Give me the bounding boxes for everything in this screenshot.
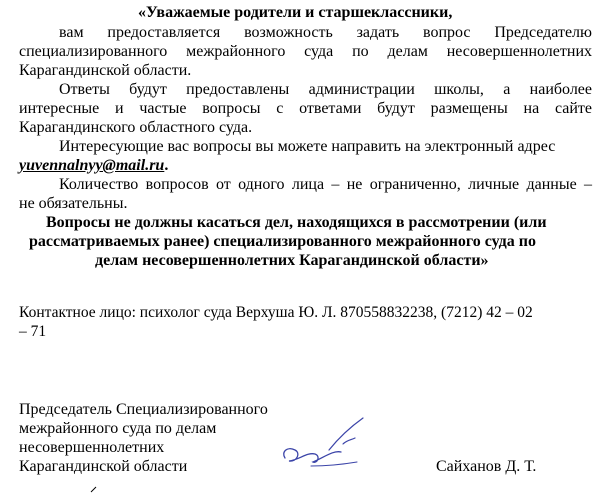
document-heading: «Уважаемые родители и старшеклассники, [138, 4, 453, 21]
email-period: . [164, 157, 169, 174]
answers-line-2: интересные и частые вопросы с ответами будут размещены на сайте [19, 100, 592, 117]
warning-line-2: рассматриваемых ранее) специализированного межрайонного суда по [29, 233, 536, 250]
signature-title-line-4: Карагандинской области [19, 458, 188, 475]
answers-line-1: Ответы будут предоставлены администрации школы, а наиболее [59, 81, 592, 98]
intro-line-2: специализированного межрайонного суда по делам несовершеннолетних [19, 43, 592, 60]
warning-line-3: делам несовершеннолетних Карагандинской области» [95, 252, 489, 269]
intro-line-1: вам предоставляется возможность задать вопрос Председателю [59, 24, 592, 41]
email-para-line-1: Интересующие вас вопросы вы можете направить на электронный адрес [59, 138, 556, 155]
handwritten-signature [277, 410, 397, 480]
signatory-name: Сайханов Д. Т. [436, 458, 537, 475]
signature-title-line-2: межрайонного суда по делам [19, 420, 217, 437]
email-link[interactable]: yuvennalnyy@mail.ru [19, 157, 165, 174]
contact-line-1: Контактное лицо: психолог суда Верхуша Ю. Л. 870558832238, (7212) 42 – 02 [19, 304, 533, 321]
scan-mark [90, 485, 98, 493]
signature-title-line-3: несовершеннолетних [19, 439, 165, 456]
contact-line-2: – 71 [19, 323, 47, 340]
signature-title-line-1: Председатель Специализированного [19, 401, 268, 418]
quantity-line-1: Количество вопросов от одного лица – не ограниченно, личные данные – [59, 176, 592, 193]
warning-line-1: Вопросы не должны касаться дел, находящихся в рассмотрении (или [46, 214, 547, 231]
quantity-line-2: не обязательны. [19, 195, 128, 212]
answers-line-3: Карагандинского областного суда. [19, 119, 253, 136]
intro-line-3: Карагандинской области. [19, 62, 192, 79]
email-line [19, 156, 168, 175]
